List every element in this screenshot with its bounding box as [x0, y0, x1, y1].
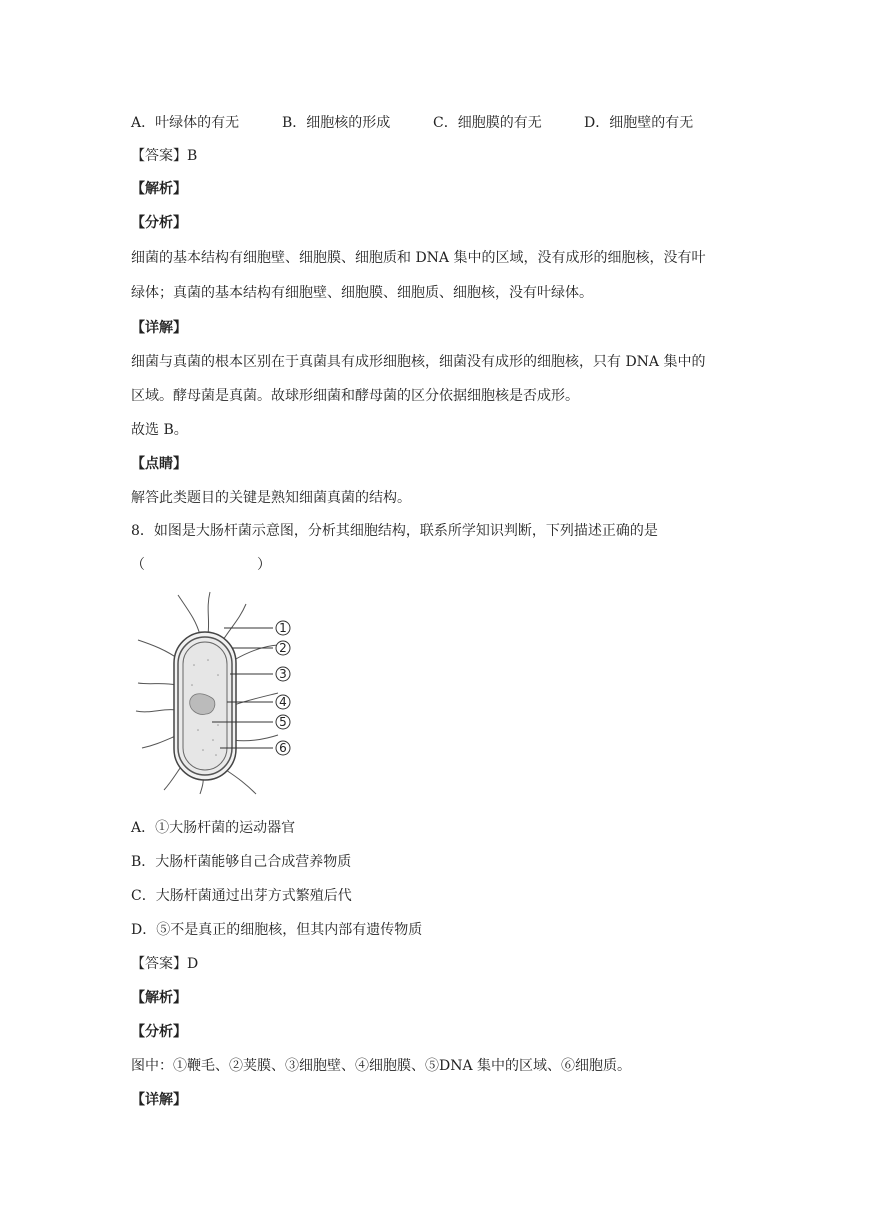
q7-fenxi-line-1: 细菌的基本结构有细胞壁、细胞膜、细胞质和 DNA 集中的区域，没有成形的细胞核，没有叶	[131, 250, 706, 266]
q7-answer: 【答案】B	[131, 148, 198, 164]
q8-fenxi-heading: 【分析】	[131, 1024, 187, 1040]
q7-option-d: D．细胞壁的有无	[584, 115, 694, 131]
q7-detail-line-1: 细菌与真菌的根本区别在于真菌具有成形细胞核，细菌没有成形的细胞核，只有 DNA 集中的	[131, 354, 706, 370]
q8-fenxi-line-1: 图中：①鞭毛、②荚膜、③细胞壁、④细胞膜、⑤DNA 集中的区域、⑥细胞质。	[131, 1058, 632, 1074]
q7-choose: 故选 B。	[131, 422, 188, 438]
q8-option-c: C．大肠杆菌通过出芽方式繁殖后代	[131, 888, 352, 904]
q7-fenxi-heading: 【分析】	[131, 215, 187, 231]
label-2: 2	[279, 641, 287, 655]
q8-option-a: A．①大肠杆菌的运动器官	[131, 820, 296, 836]
label-6: 6	[279, 741, 287, 755]
q8-option-b: B．大肠杆菌能够自己合成营养物质	[131, 854, 352, 870]
e-coli-diagram	[128, 590, 303, 795]
q7-analysis-heading: 【解析】	[131, 181, 187, 197]
q8-stem: 8．如图是大肠杆菌示意图，分析其细胞结构，联系所学知识判断，下列描述正确的是	[131, 523, 658, 539]
label-4: 4	[279, 695, 287, 709]
q7-option-c: C．细胞膜的有无	[433, 115, 542, 131]
q7-detail-line-2: 区域。酵母菌是真菌。故球形细菌和酵母菌的区分依据细胞核是否成形。	[131, 388, 579, 404]
q7-comment: 解答此类题目的关键是熟知细菌真菌的结构。	[131, 490, 411, 506]
q8-answer-paren: （ ）	[131, 557, 271, 573]
label-1: 1	[279, 621, 287, 635]
q8-option-d: D．⑤不是真正的细胞核，但其内部有遗传物质	[131, 922, 423, 938]
label-3: 3	[279, 667, 287, 681]
q7-option-b: B．细胞核的形成	[282, 115, 391, 131]
q8-detail-heading: 【详解】	[131, 1092, 187, 1108]
q7-comment-heading: 【点睛】	[131, 456, 187, 472]
q8-analysis-heading: 【解析】	[131, 990, 187, 1006]
q7-fenxi-line-2: 绿体；真菌的基本结构有细胞壁、细胞膜、细胞质、细胞核，没有叶绿体。	[131, 285, 593, 301]
label-5: 5	[279, 715, 287, 729]
q7-option-a: A．叶绿体的有无	[131, 115, 240, 131]
q7-detail-heading: 【详解】	[131, 320, 187, 336]
q8-answer: 【答案】D	[131, 956, 199, 972]
